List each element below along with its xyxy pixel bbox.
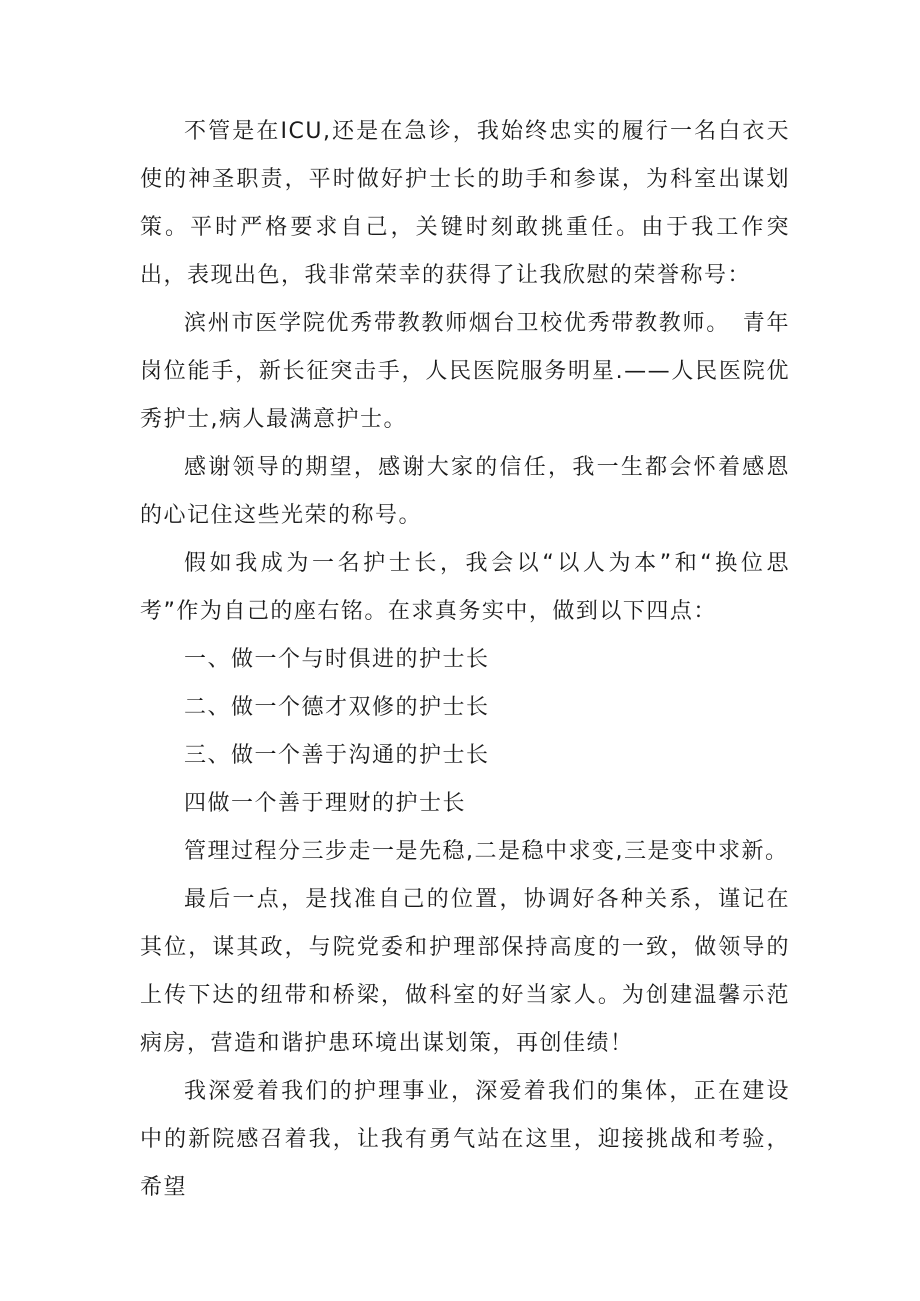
paragraph-management-steps: 管理过程分三步走一是先稳,二是稳中求变,三是变中求新。 — [184, 839, 789, 864]
paragraph-closing: 我深爱着我们的护理事业，深爱着我们的集体，正在建设中的新院感召着我，让我有勇气站在这里，迎接挑战和考验，希望 — [140, 1079, 790, 1200]
paragraph-icu-duties: 不管是在ICU,还是在急诊，我始终忠实的履行一名白衣天使的神圣职责，平时做好护士长的助手和参谋，为科室出谋划策。平时严格要求自己，关键时刻敢挑重任。由于我工作突出，表现出色，我非常荣幸的获得了让我欣慰的荣誉称号： — [140, 119, 790, 288]
document-body — [140, 108, 790, 1212]
list-item-point-2: 二、做一个德才双修的护士长 — [184, 695, 490, 720]
paragraph-honors: 滨州市医学院优秀带教教师烟台卫校优秀带教教师。 青年岗位能手，新长征突击手，人民医院服务明星.——人民医院优秀护士,病人最满意护士。 — [140, 311, 790, 432]
paragraph-motto: 假如我成为一名护士长，我会以“以人为本”和“换位思考”作为自己的座右铭。在求真务实中，做到以下四点： — [140, 551, 790, 624]
list-item-point-1: 一、做一个与时俱进的护士长 — [184, 647, 490, 672]
paragraph-thanks: 感谢领导的期望，感谢大家的信任，我一生都会怀着感恩的心记住这些光荣的称号。 — [140, 455, 790, 528]
list-item-point-3: 三、做一个善于沟通的护士长 — [184, 743, 490, 768]
list-item-point-4: 四做一个善于理财的护士长 — [184, 791, 467, 816]
paragraph-positioning: 最后一点，是找准自己的位置，协调好各种关系，谨记在其位，谋其政，与院党委和护理部保持高度的一致，做领导的上传下达的纽带和桥梁，做科室的好当家人。为创建温馨示范病房，营造和谐护患环境出谋划策，再创佳绩！ — [140, 887, 790, 1056]
